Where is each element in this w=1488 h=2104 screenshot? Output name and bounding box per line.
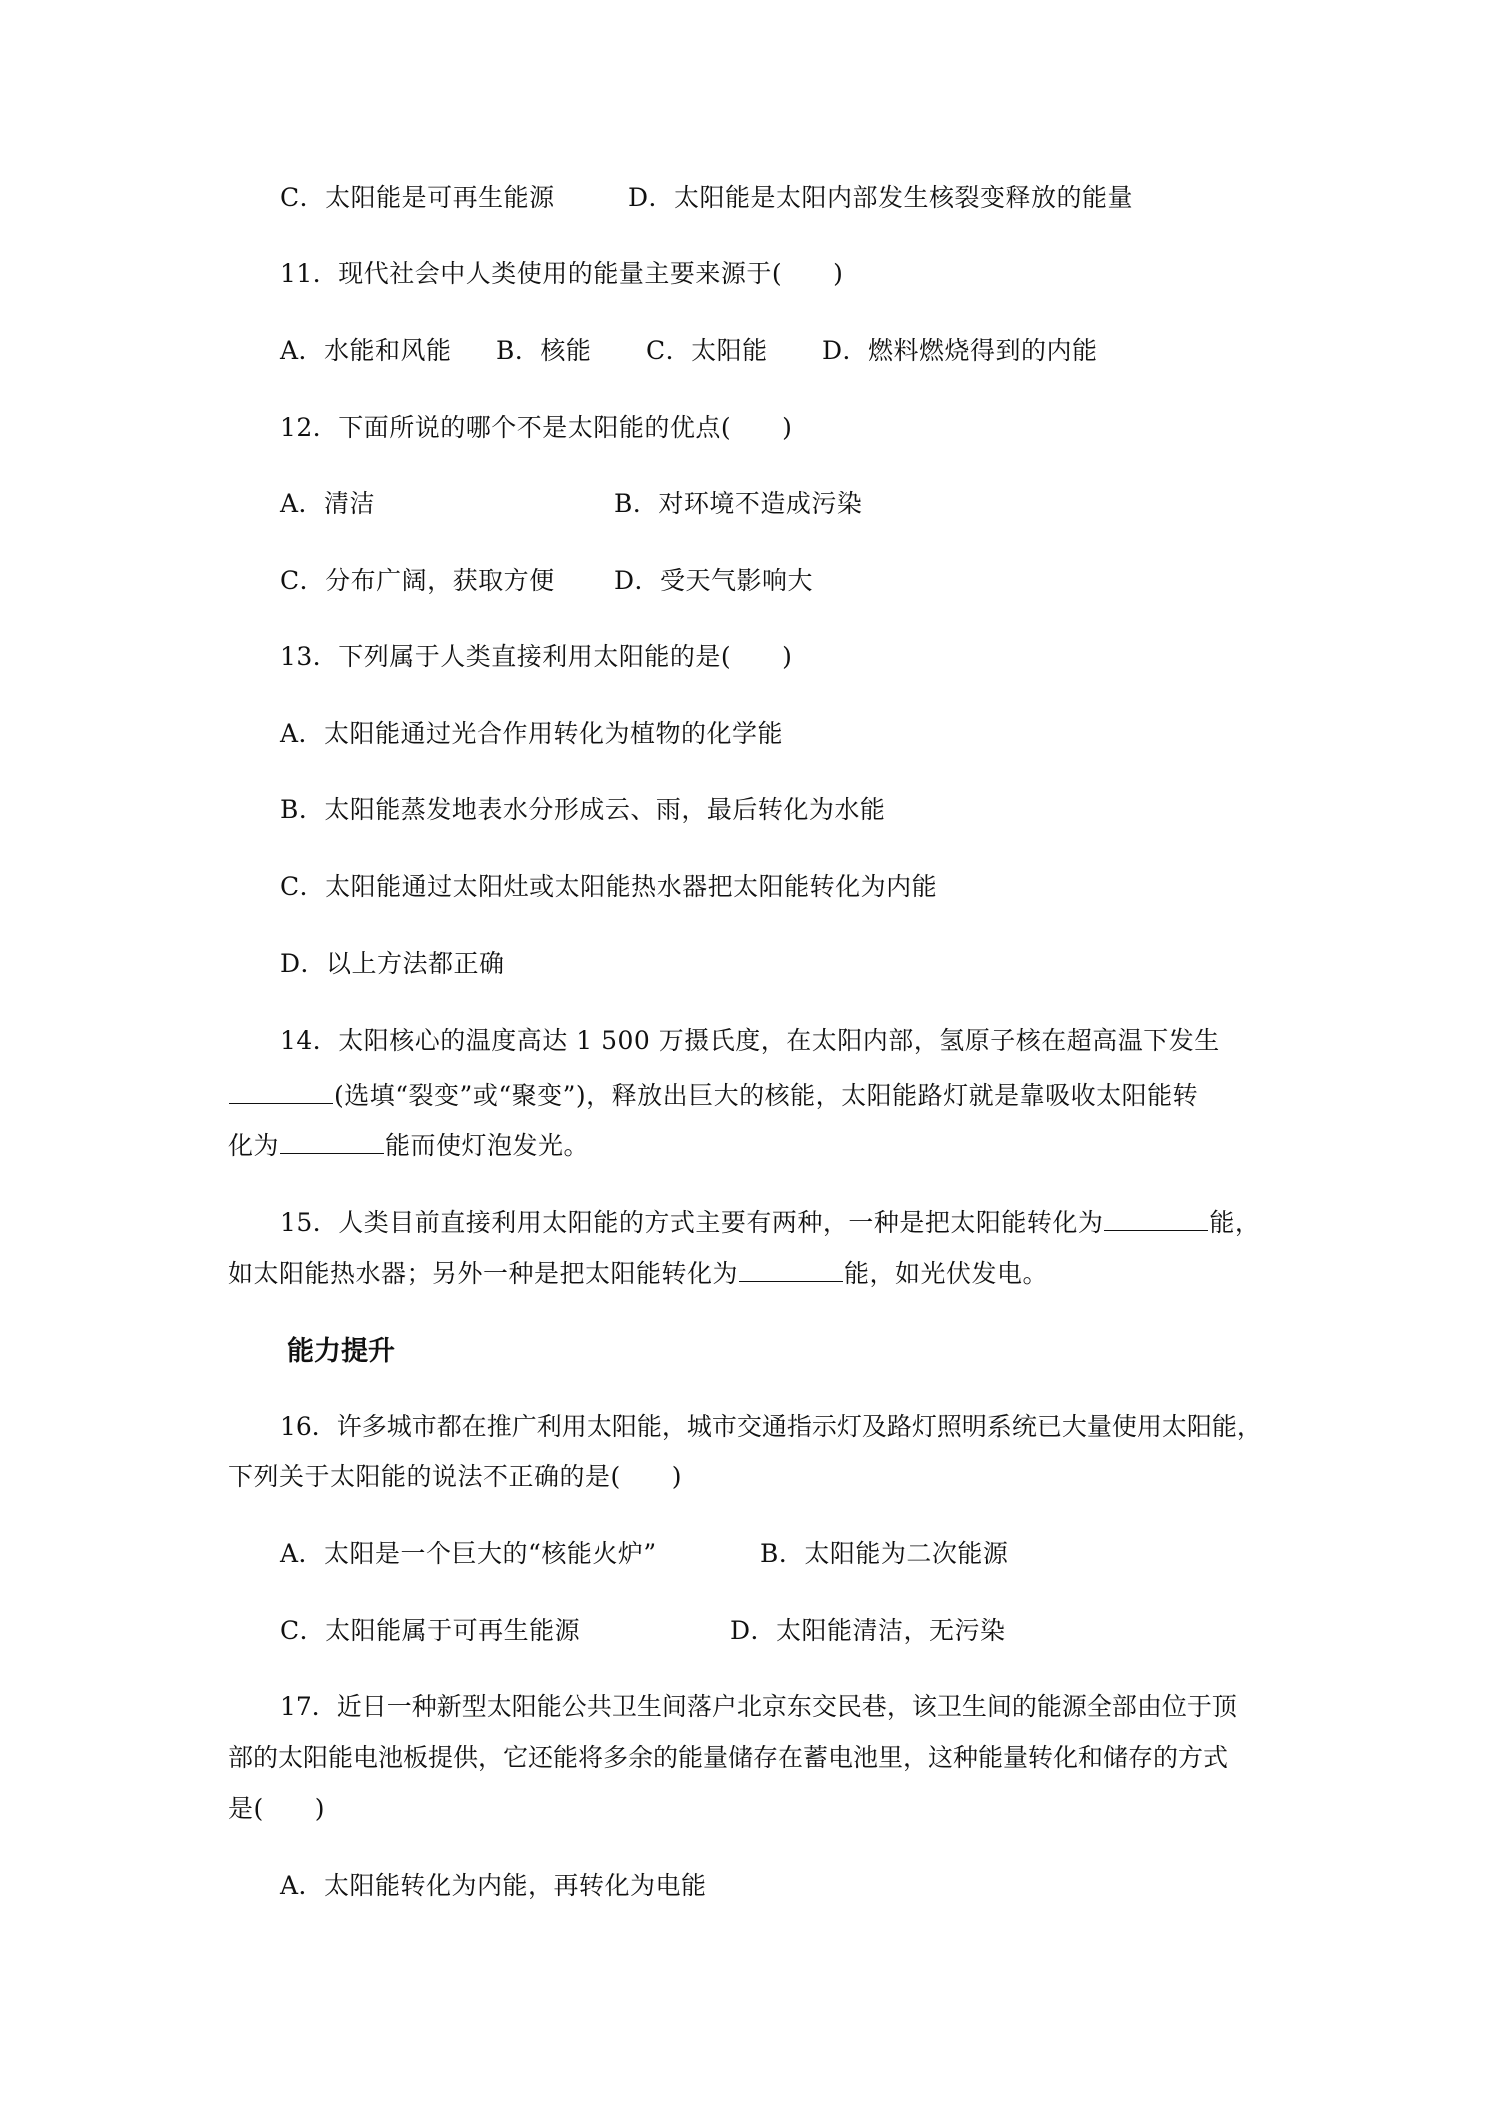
q16-option-d: D．太阳能清洁，无污染 (730, 1616, 1006, 1645)
q11-stem: 11．现代社会中人类使用的能量主要来源于( ) (280, 259, 844, 288)
q16-line-1: 16．许多城市都在推广利用太阳能，城市交通指示灯及路灯照明系统已大量使用太阳能， (280, 1412, 1262, 1441)
q17-line-3: 是( ) (228, 1794, 326, 1823)
q16-option-c: C．太阳能属于可再生能源 (280, 1616, 581, 1645)
q16-line-2: 下列关于太阳能的说法不正确的是( ) (228, 1462, 683, 1491)
q13-option-c: C．太阳能通过太阳灶或太阳能热水器把太阳能转化为内能 (280, 872, 938, 901)
answer-blank[interactable] (280, 1125, 384, 1154)
q11-option-c: C．太阳能 (646, 336, 768, 365)
q11-option-b: B．核能 (496, 336, 592, 365)
q17-line-1: 17．近日一种新型太阳能公共卫生间落户北京东交民巷，该卫生间的能源全部由位于顶 (280, 1692, 1237, 1721)
q17-line-2: 部的太阳能电池板提供，它还能将多余的能量储存在蓄电池里，这种能量转化和储存的方式 (228, 1743, 1229, 1772)
q15-line-1-suffix: 能， (1209, 1208, 1261, 1237)
q15-line-1 (280, 1202, 1260, 1241)
q13-option-d: D．以上方法都正确 (280, 949, 505, 978)
q15-line-1-text: 15．人类目前直接利用太阳能的方式主要有两种，一种是把太阳能转化为 (280, 1208, 1104, 1237)
q14-line-2 (228, 1075, 1198, 1114)
q17-option-a: A．太阳能转化为内能，再转化为电能 (280, 1871, 707, 1900)
q12-option-d: D．受天气影响大 (614, 566, 814, 595)
q12-option-b: B．对环境不造成污染 (614, 489, 863, 518)
q14-line-3-prefix: 化为 (228, 1131, 280, 1160)
section-heading: 能力提升 (287, 1336, 395, 1367)
q15-line-2-text: 如太阳能热水器；另外一种是把太阳能转化为 (228, 1259, 739, 1288)
q13-option-a: A．太阳能通过光合作用转化为植物的化学能 (280, 719, 784, 748)
q12-option-a: A．清洁 (280, 489, 376, 518)
q16-option-b: B．太阳能为二次能源 (760, 1539, 1009, 1568)
q13-stem: 13．下列属于人类直接利用太阳能的是( ) (280, 642, 793, 671)
q12-option-c: C．分布广阔，获取方便 (280, 566, 555, 595)
q10-option-c: C．太阳能是可再生能源 (280, 183, 555, 212)
answer-blank[interactable] (739, 1253, 843, 1282)
q12-stem: 12．下面所说的哪个不是太阳能的优点( ) (280, 413, 793, 442)
q14-line-3-suffix: 能而使灯泡发光。 (385, 1131, 590, 1160)
q11-option-a: A．水能和风能 (280, 336, 452, 365)
q14-line-2-text: (选填“裂变”或“聚变”)，释放出巨大的核能，太阳能路灯就是靠吸收太阳能转 (334, 1081, 1199, 1110)
answer-blank[interactable] (1104, 1202, 1208, 1231)
q15-line-2-suffix: 能，如光伏发电。 (844, 1259, 1049, 1288)
q11-option-d: D．燃料燃烧得到的内能 (822, 336, 1098, 365)
q13-option-b: B．太阳能蒸发地表水分形成云、雨，最后转化为水能 (280, 795, 886, 824)
answer-blank[interactable] (229, 1075, 333, 1104)
q16-option-a: A．太阳是一个巨大的“核能火炉” (280, 1539, 657, 1568)
q10-option-d: D．太阳能是太阳内部发生核裂变释放的能量 (628, 183, 1134, 212)
q15-line-2 (228, 1253, 1048, 1292)
q14-line-3 (228, 1125, 589, 1164)
q14-line-1: 14．太阳核心的温度高达 1 500 万摄氏度，在太阳内部，氢原子核在超高温下发生 (280, 1026, 1220, 1055)
